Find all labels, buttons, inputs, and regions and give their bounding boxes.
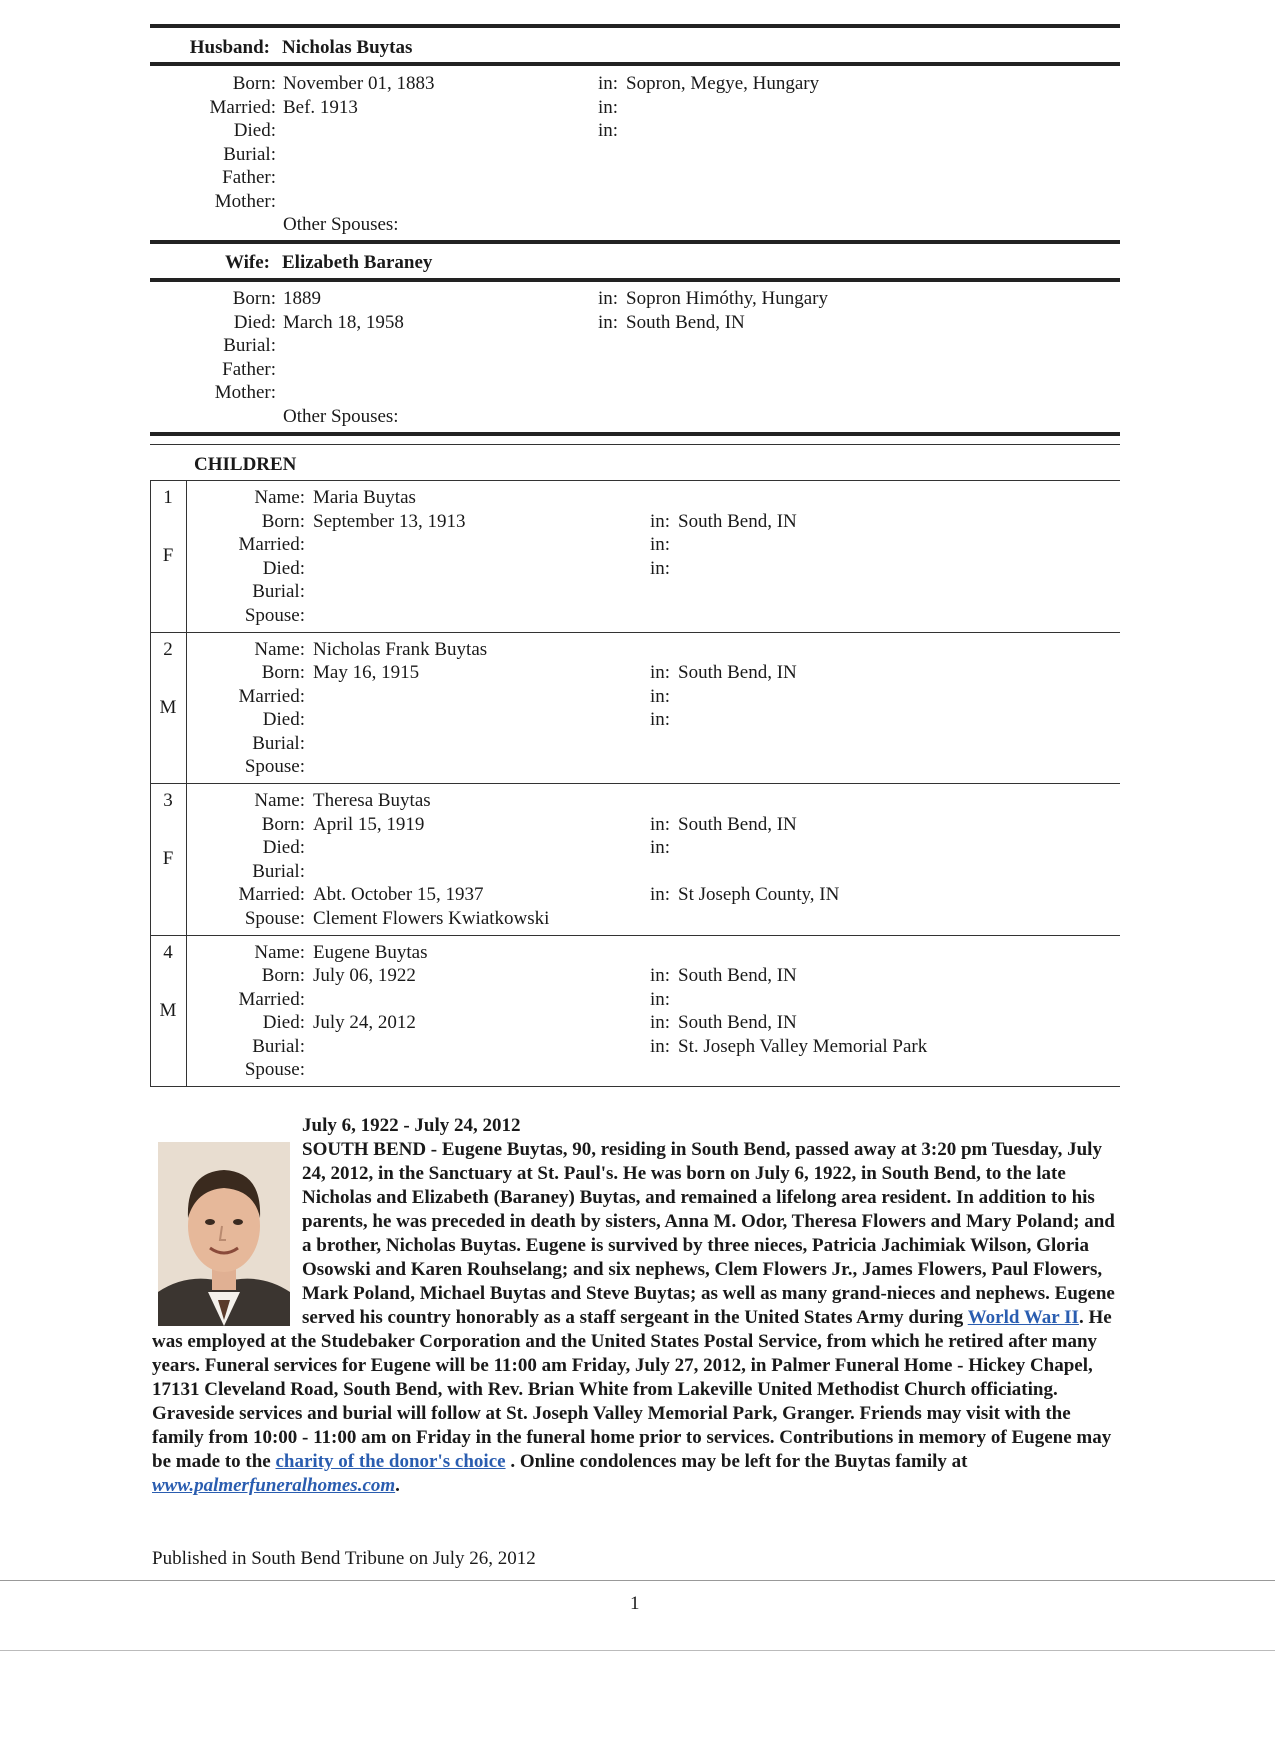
rule — [150, 62, 1120, 66]
place-label: in: — [650, 709, 671, 730]
obituary-text-3: . Online condolences may be left for the Buytas family at — [505, 1451, 968, 1472]
fact-value: Bef. 1913 — [283, 96, 358, 118]
place-label: in: — [650, 662, 671, 683]
fact-value: July 06, 1922 — [313, 965, 416, 986]
fact-label: Born: — [261, 813, 305, 835]
fact-label: Burial: — [252, 581, 305, 602]
fact-value: March 18, 1958 — [283, 311, 404, 333]
world-war-ii-link[interactable]: World War II — [967, 1307, 1079, 1328]
obituary — [152, 1114, 1127, 1498]
fact-value: Eugene Buytas — [313, 941, 428, 963]
place-value: St Joseph County, IN — [678, 884, 840, 905]
fact-label: Burial: — [223, 335, 276, 356]
place-label: in: — [650, 884, 671, 905]
fact-value: April 15, 1919 — [313, 813, 425, 835]
wife-name: Elizabeth Baraney — [282, 252, 433, 273]
place-label: in: — [650, 965, 671, 986]
fact-label: Spouse: — [244, 756, 305, 777]
fact-value: Nicholas Frank Buytas — [313, 638, 488, 660]
rule — [150, 432, 1120, 436]
place-label: in: — [650, 837, 671, 858]
child-divider — [150, 935, 1120, 936]
fact-label: Mother: — [214, 190, 276, 212]
place-value: South Bend, IN — [678, 813, 797, 835]
photo-spacer — [152, 1138, 302, 1330]
rule — [150, 240, 1120, 244]
place-label: in: — [650, 557, 671, 579]
child-sex: M — [159, 696, 177, 718]
fact-label: Burial: — [223, 143, 276, 165]
fact-label: Name: — [254, 790, 305, 811]
fact-label: Name: — [254, 487, 305, 508]
place-value: South Bend, IN — [678, 1012, 797, 1033]
obituary-text-4: . — [395, 1475, 400, 1496]
place-label: in: — [598, 96, 619, 118]
rule — [150, 444, 1120, 445]
rule — [150, 24, 1120, 28]
fact-label: Married: — [238, 988, 305, 1010]
obituary-dates: July 6, 1922 - July 24, 2012 — [302, 1115, 521, 1136]
child-sex: M — [159, 999, 177, 1021]
fact-label: Died: — [262, 1012, 305, 1033]
fact-label: Name: — [254, 941, 305, 963]
fact-label: Born: — [261, 510, 305, 532]
rule — [150, 278, 1120, 282]
child-divider — [150, 632, 1120, 633]
fact-value: 1889 — [283, 288, 321, 309]
place-label: in: — [650, 534, 671, 555]
obituary-text-1: SOUTH BEND - Eugene Buytas, 90, residing in South Bend, passed away at 3:20 pm Tuesday, July 24, 2012, in the Sanctuary at St. Paul's. He was born on July 6, 1922, in South Bend, to the late Nicholas and Elizabeth (Baraney) Buytas, and remained a lifelong area resident. In addition to his parents, he was preceded in death by sisters, Anna M. Odor, Theresa Flowers and Mary Poland; and a brother, Nicholas Buytas. Eugene is survived by three nieces, Patricia Jachimiak Wilson, Gloria Osowski and Karen Rouhselang; and six nephews, Clem Flowers Jr., James Flowers, Paul Flowers, Mark Poland, Michael Buytas and Steve Buytas; as well as many grand-nieces and nephews. Eugene served his country honorably as a staff sergeant in the United States Army during — [302, 1139, 1115, 1328]
fact-value: November 01, 1883 — [283, 73, 435, 94]
place-value: South Bend, IN — [678, 662, 797, 683]
place-value: South Bend, IN — [678, 965, 797, 986]
child-number: 2 — [163, 638, 173, 660]
place-label: in: — [650, 510, 671, 532]
fact-value: Maria Buytas — [313, 487, 416, 508]
fact-label: Married: — [238, 884, 305, 905]
published-note: Published in South Bend Tribune on July 26, 2012 — [152, 1548, 536, 1569]
fact-label: Spouse: — [244, 604, 305, 626]
husband-heading-label: Husband: — [189, 37, 270, 58]
fact-label: Married: — [238, 534, 305, 555]
fact-label: Died: — [233, 311, 276, 333]
fact-label: Mother: — [214, 382, 276, 403]
husband-other-spouses: Other Spouses: — [283, 214, 399, 235]
child-number: 4 — [163, 941, 173, 963]
place-value: Sopron Himóthy, Hungary — [626, 288, 828, 309]
wife-heading-label: Wife: — [224, 252, 270, 273]
child-number: 1 — [163, 487, 173, 508]
page-divider — [0, 1650, 1275, 1651]
place-label: in: — [598, 120, 619, 141]
fact-label: Born: — [261, 662, 305, 683]
fact-label: Spouse: — [244, 907, 305, 929]
child-sex: F — [162, 848, 174, 869]
fact-value: Theresa Buytas — [313, 790, 431, 811]
fact-label: Burial: — [252, 860, 305, 882]
obituary-body — [152, 1138, 1127, 1498]
fact-label: Died: — [262, 709, 305, 730]
fact-value: July 24, 2012 — [313, 1012, 416, 1033]
place-label: in: — [650, 1012, 671, 1033]
funeral-home-link[interactable]: www.palmerfuneralhomes.com — [152, 1475, 396, 1496]
fact-label: Name: — [254, 638, 305, 660]
fact-label: Burial: — [252, 732, 305, 754]
child-divider — [150, 1086, 1120, 1087]
fact-label: Died: — [262, 837, 305, 858]
page-number: 1 — [630, 1593, 640, 1614]
fact-value: May 16, 1915 — [313, 662, 420, 683]
place-value: South Bend, IN — [678, 510, 797, 532]
fact-label: Father: — [222, 358, 276, 380]
place-label: in: — [650, 988, 671, 1010]
place-label: in: — [650, 685, 671, 707]
fact-label: Burial: — [252, 1035, 305, 1057]
fact-label: Father: — [222, 167, 276, 188]
place-label: in: — [650, 1035, 671, 1057]
place-label: in: — [598, 311, 619, 333]
place-label: in: — [598, 73, 619, 94]
obituary-text-2: . He was employed at the Studebaker Corporation and the United States Postal Service, from which he retired after many years. Funeral services for Eugene will be 11:00 am Friday, July 27, 2012, in Palmer Funeral Home - Hickey Chapel, 17131 Cleveland Road, South Bend, with Rev. Brian White from Lakeville United Methodist Church officiating. Graveside services and burial will follow at St. Joseph Valley Memorial Park, Granger. Friends may visit with the family from 10:00 - 11:00 am on Friday in the funeral home prior to services. Contributions in memory of Eugene may be made to the — [152, 1307, 1112, 1472]
fact-label: Born: — [261, 965, 305, 986]
fact-label: Born: — [232, 288, 276, 309]
rule — [150, 480, 1120, 481]
fact-value: Clement Flowers Kwiatkowski — [313, 907, 550, 929]
husband-name: Nicholas Buytas — [282, 37, 413, 58]
fact-label: Died: — [262, 557, 305, 579]
fact-value: September 13, 1913 — [313, 510, 466, 532]
wife-other-spouses: Other Spouses: — [283, 406, 399, 427]
fact-label: Spouse: — [244, 1059, 305, 1080]
child-sex: F — [162, 545, 174, 566]
fact-label: Married: — [209, 96, 276, 118]
fact-label: Married: — [238, 685, 305, 707]
fact-label: Born: — [232, 73, 276, 94]
place-value: St. Joseph Valley Memorial Park — [678, 1035, 928, 1057]
place-label: in: — [598, 288, 619, 309]
child-divider — [150, 783, 1120, 784]
page-divider — [0, 1580, 1275, 1581]
place-value: Sopron, Megye, Hungary — [626, 73, 820, 94]
fact-label: Died: — [233, 120, 276, 141]
fact-value: Abt. October 15, 1937 — [313, 884, 484, 905]
place-label: in: — [650, 813, 671, 835]
child-number: 3 — [163, 790, 173, 811]
charity-link[interactable]: charity of the donor's choice — [275, 1451, 506, 1472]
children-heading: CHILDREN — [194, 454, 297, 475]
place-value: South Bend, IN — [626, 311, 745, 333]
